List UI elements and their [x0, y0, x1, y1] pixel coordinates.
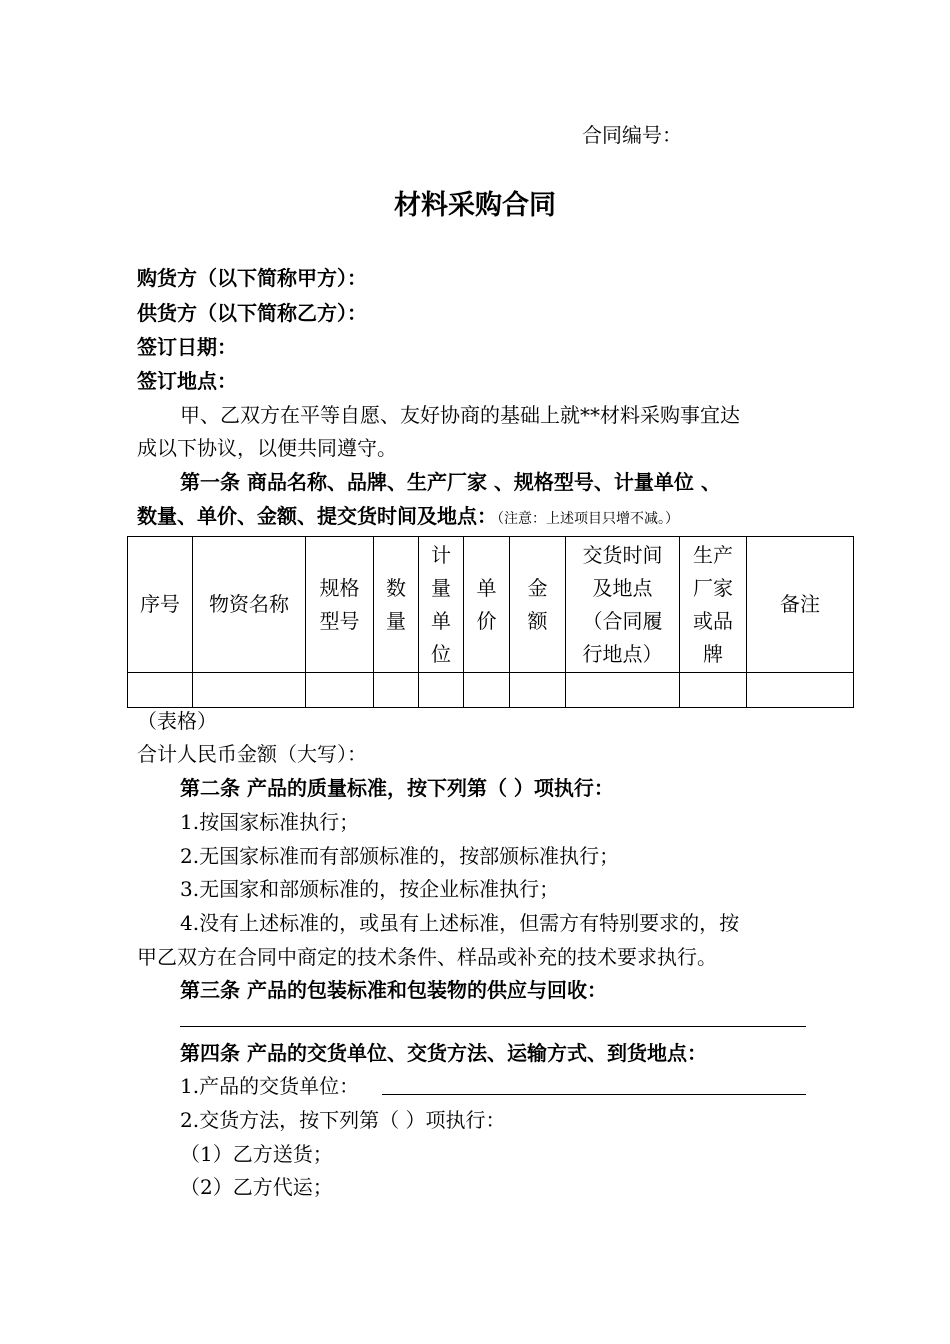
goods-table-header-cell: [419, 537, 464, 673]
article-1-heading-line-1: 第一条 商品名称、品牌、生产厂家 、规格型号、计量单位 、: [180, 470, 721, 494]
goods-table-header-text: 或品: [693, 608, 733, 633]
goods-table-header-text: 生产: [693, 542, 733, 567]
article-1-note: （注意：上述项目只增不减。）: [497, 511, 679, 527]
article-2-item-2: 2.无国家标准而有部颁标准的，按部颁标准执行；: [180, 844, 620, 868]
goods-table-header-text: 价: [476, 608, 497, 633]
article-4-heading: 第四条 产品的交货单位、交货方法、运输方式、到货地点：: [180, 1041, 707, 1065]
goods-table-header-text: 备注: [780, 592, 820, 616]
goods-table-header-text: 量: [431, 575, 451, 600]
goods-table-header-text: 额: [527, 608, 548, 633]
article-4-item-1: 1.产品的交货单位：: [180, 1074, 360, 1098]
goods-table-header-text: 行地点）: [582, 641, 663, 666]
goods-table-header-cell: [374, 537, 419, 673]
table-caption: （表格）: [137, 709, 217, 733]
article-2-item-3: 3.无国家和部颁标准的，按企业标准执行；: [180, 877, 560, 901]
goods-table-empty-cell[interactable]: [747, 673, 854, 708]
goods-table-header-text: 序号: [140, 592, 180, 616]
goods-table-empty-row: [128, 673, 854, 708]
article-1-heading-text: 数量、单价、金额、提交货时间及地点：: [137, 504, 497, 528]
goods-table-header-cell: [566, 537, 680, 673]
total-amount-label: 合计人民币金额（大写）：: [137, 742, 367, 766]
goods-table-header-cell: [306, 537, 374, 673]
goods-table-header-cell: [680, 537, 747, 673]
article-2-item-4-line-1: 4.没有上述标准的，或虽有上述标准，但需方有特别要求的，按: [180, 911, 740, 935]
goods-table-header-cell: [510, 537, 566, 673]
delivery-unit-blank-line[interactable]: [382, 1094, 806, 1095]
article-2-item-4-line-2: 甲乙双方在合同中商定的技术条件、样品或补充的技术要求执行。: [137, 945, 717, 969]
article-4-option-2: （2）乙方代运；: [180, 1175, 333, 1199]
goods-table-header-text: 牌: [703, 641, 723, 666]
buyer-line: 购货方（以下简称甲方）：: [137, 266, 367, 290]
goods-table-header-text: 单: [431, 608, 451, 633]
article-3-blank-line[interactable]: [180, 1026, 806, 1027]
goods-table-header-text: 计: [431, 542, 451, 567]
goods-table-header-cell: [464, 537, 510, 673]
contract-number-label: 合同编号：: [582, 123, 682, 147]
goods-table-header-text: 交货时间: [582, 542, 663, 567]
supplier-line: 供货方（以下简称乙方）：: [137, 301, 367, 325]
goods-table-empty-cell[interactable]: [306, 673, 374, 708]
goods-table-header-text: 位: [431, 641, 451, 666]
goods-table-empty-cell[interactable]: [566, 673, 680, 708]
goods-table-header-row: [128, 537, 854, 673]
article-1-heading-line-2: [137, 499, 679, 536]
intro-line-1: 甲、乙双方在平等自愿、友好协商的基础上就**材料采购事宜达: [180, 403, 740, 427]
goods-table-header-text: 数: [386, 575, 406, 600]
goods-table-empty-cell[interactable]: [374, 673, 419, 708]
article-2-heading: 第二条 产品的质量标准，按下列第（ ）项执行：: [180, 776, 614, 800]
goods-table-header-cell: [193, 537, 306, 673]
sign-date-line: 签订日期：: [137, 335, 237, 359]
goods-table-header-text: 型号: [319, 608, 360, 633]
goods-table: [127, 536, 854, 708]
goods-table-empty-cell[interactable]: [510, 673, 566, 708]
goods-table-header-text: （合同履: [582, 608, 663, 633]
sign-place-line: 签订地点：: [137, 369, 237, 393]
goods-table-header-text: 单: [476, 575, 497, 600]
goods-table-header-text: 规格: [319, 575, 360, 600]
article-4-option-1: （1）乙方送货；: [180, 1142, 333, 1166]
article-2-item-1: 1.按国家标准执行；: [180, 810, 360, 834]
article-4-item-2: 2.交货方法，按下列第（ ）项执行：: [180, 1108, 506, 1132]
goods-table-header-text: 金: [527, 575, 548, 600]
goods-table-empty-cell[interactable]: [128, 673, 193, 708]
document-title: 材料采购合同: [394, 190, 556, 221]
goods-table-header-text: 及地点: [592, 575, 653, 600]
goods-table-empty-cell[interactable]: [193, 673, 306, 708]
goods-table-header-cell: [747, 537, 854, 673]
goods-table-empty-cell[interactable]: [680, 673, 747, 708]
article-3-heading: 第三条 产品的包装标准和包装物的供应与回收：: [180, 978, 607, 1002]
intro-line-2: 成以下协议，以便共同遵守。: [137, 436, 397, 460]
goods-table-header-text: 物资名称: [209, 592, 289, 616]
goods-table-header-text: 厂家: [693, 575, 733, 600]
goods-table-header-text: 量: [386, 608, 406, 633]
goods-table-empty-cell[interactable]: [464, 673, 510, 708]
goods-table-header-cell: [128, 537, 193, 673]
goods-table-empty-cell[interactable]: [419, 673, 464, 708]
